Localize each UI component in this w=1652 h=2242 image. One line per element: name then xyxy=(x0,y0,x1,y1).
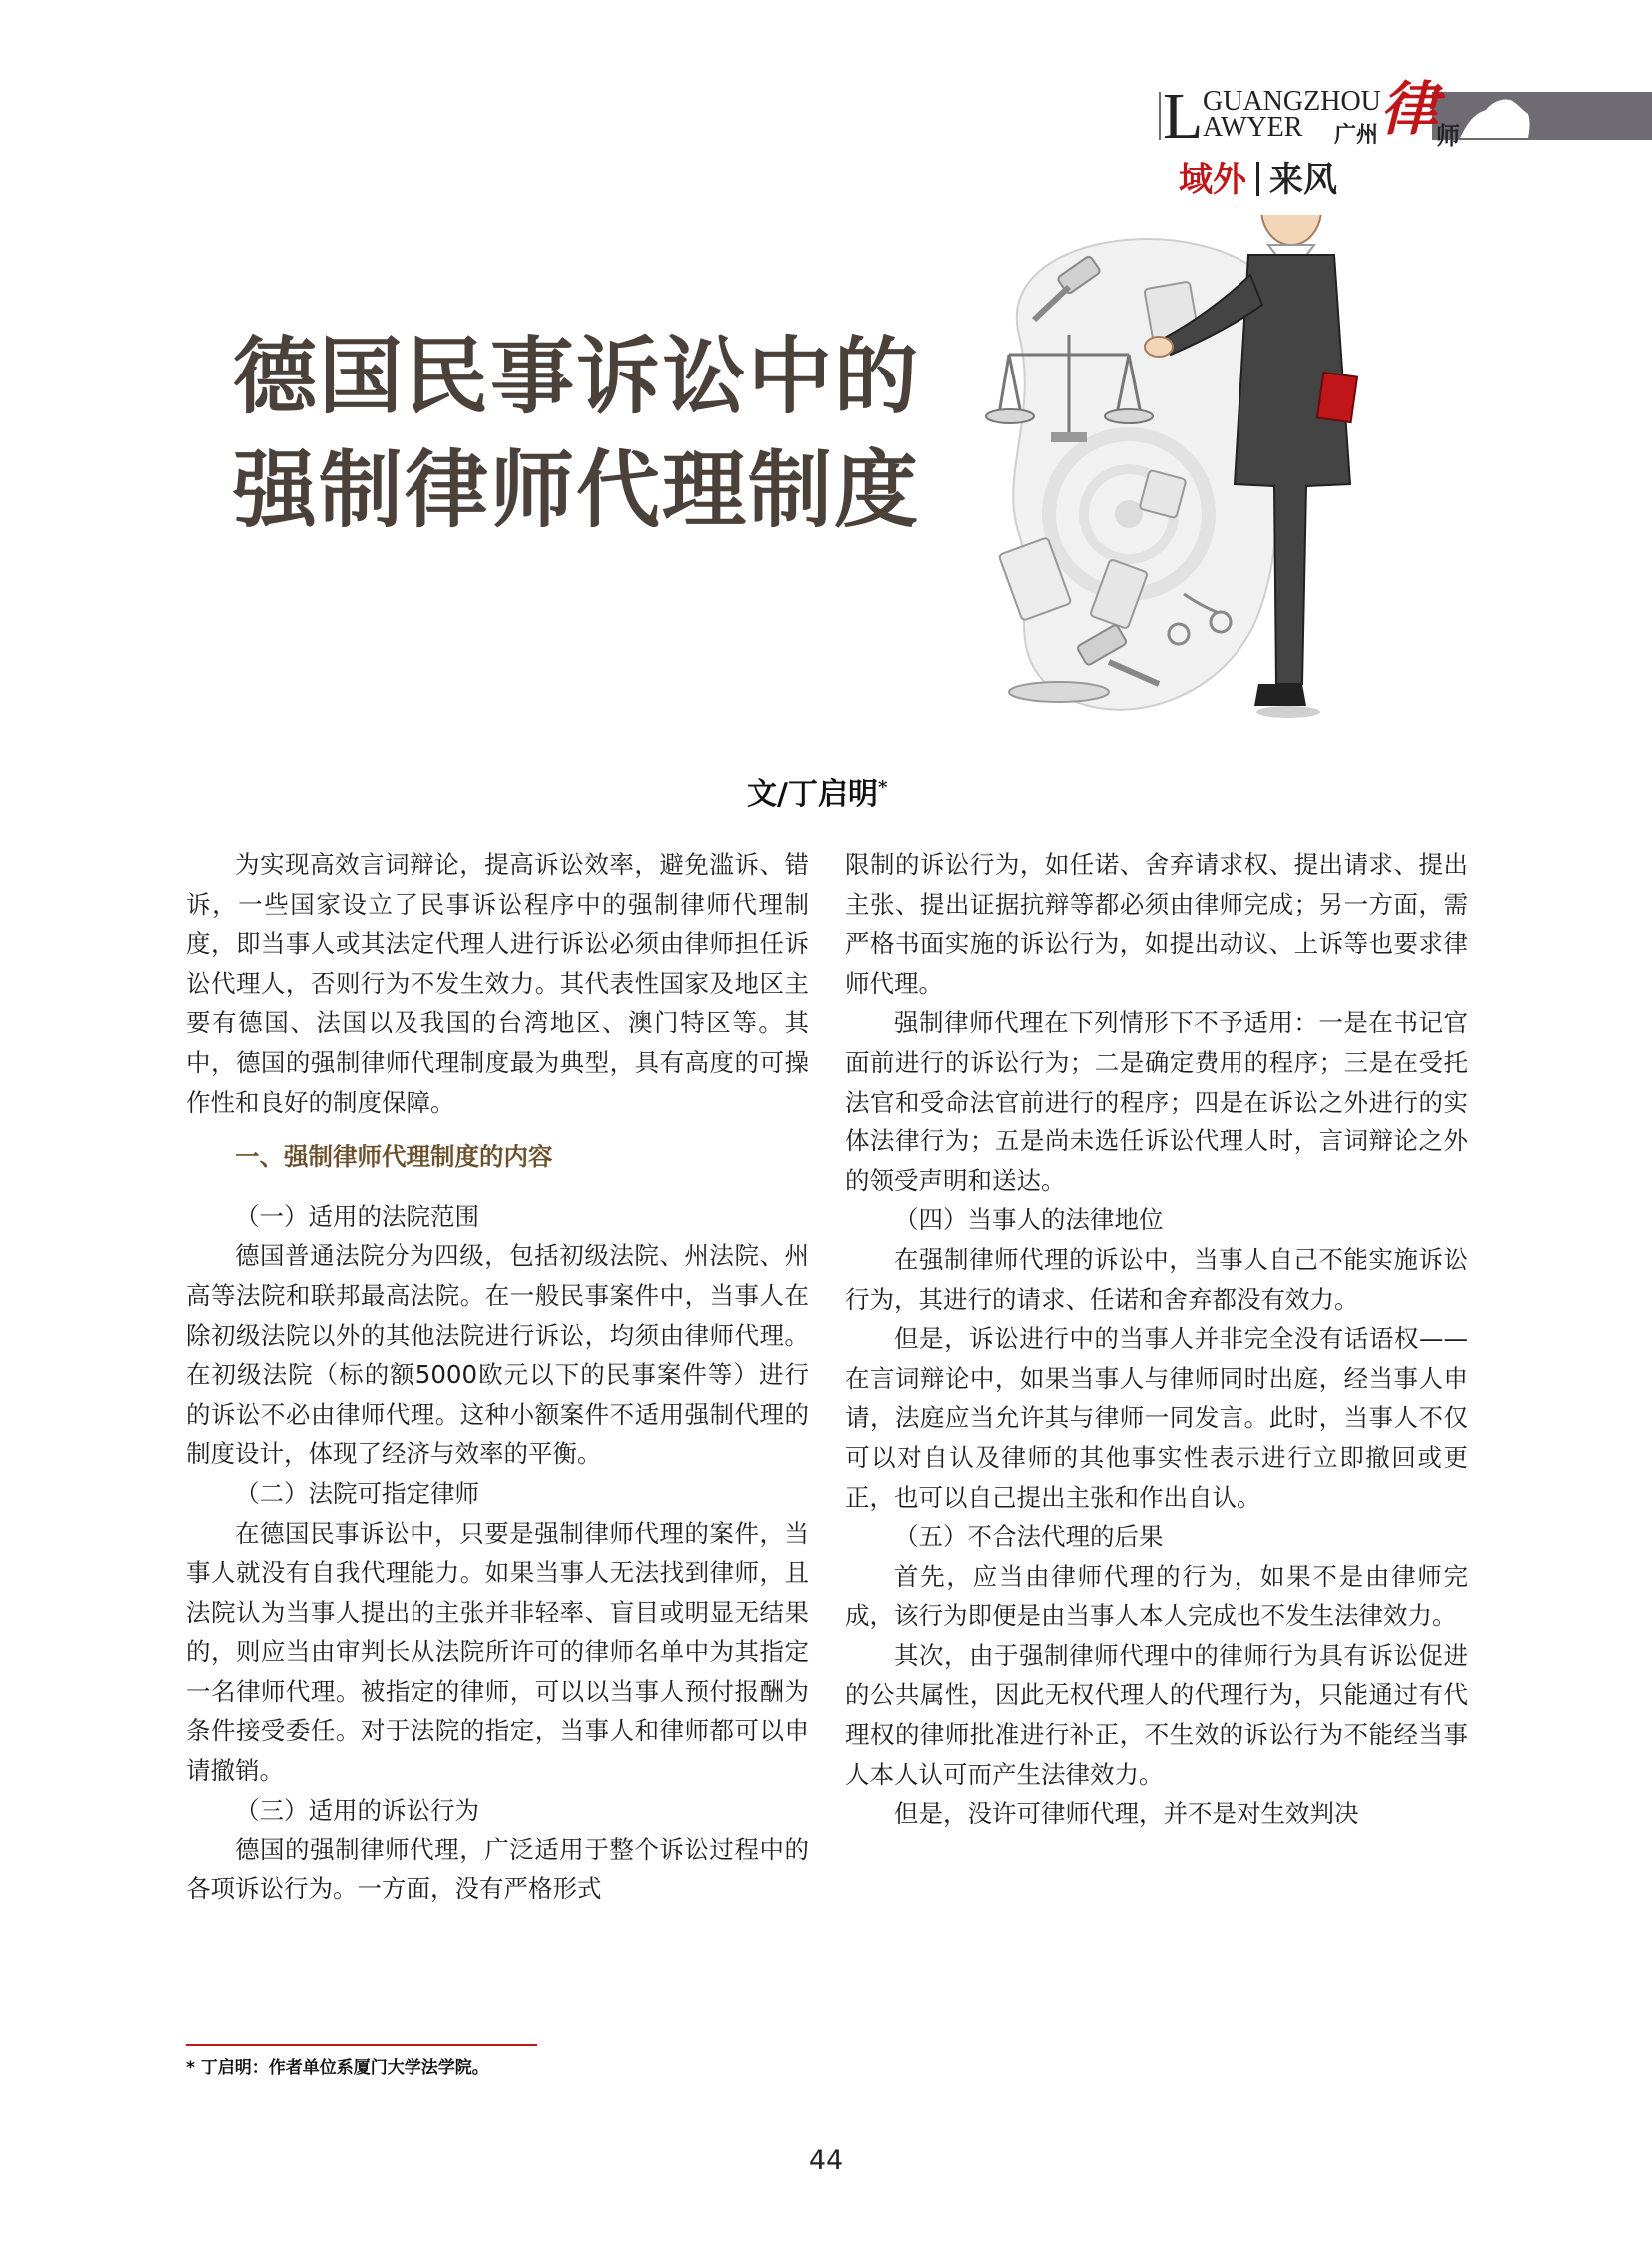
article-title xyxy=(233,320,921,547)
logo-cn-lu: 律 xyxy=(1380,75,1439,143)
section-tag-dark: 来风 xyxy=(1269,160,1337,200)
horse-icon xyxy=(1458,92,1532,142)
subsection-heading: （二）法院可指定律师 xyxy=(235,1478,479,1508)
footnote: * 丁启明：作者单位系厦门大学法学院。 xyxy=(186,2058,489,2078)
paragraph: 但是，诉讼进行中的当事人并非完全没有话语权——在言词辩论中，如果当事人与律师同时出庭，经当事人申请，法庭应当允许其与律师一同发言。此时，当事人不仅可以对自认及律师的其他事实性表示进行立即撤回或更正，也可以自己提出主张和作出自认。 xyxy=(845,1324,1468,1512)
title-line-2: 强制律师代理制度 xyxy=(233,441,921,539)
logo-cn-shi: 师 xyxy=(1436,122,1460,150)
section-tag xyxy=(1179,152,1337,201)
section-tag-red: 域外 xyxy=(1179,160,1246,200)
logo-cn-guangzhou: 广州 xyxy=(1334,123,1379,148)
paragraph: 但是，没许可律师代理，并不是对生效判决 xyxy=(894,1799,1359,1829)
logo-letter-g: G xyxy=(1203,86,1224,117)
subsection-heading: （三）适用的诉讼行为 xyxy=(235,1795,479,1825)
paragraph-continued: 限制的诉讼行为，如任诺、舍弃请求权、提出请求、提出主张、提出证据抗辩等都必须由律师完成；另一方面，需严格书面实施的诉讼行为，如提出动议、上诉等也要求律师代理。 xyxy=(845,850,1468,998)
title-line-1: 德国民事诉讼中的 xyxy=(233,328,921,425)
left-column xyxy=(186,845,809,1908)
subsection-heading: （五）不合法代理的后果 xyxy=(894,1522,1164,1552)
subsection-heading: （一）适用的法院范围 xyxy=(235,1201,479,1231)
footnote-rule xyxy=(186,2044,537,2046)
lawyer-illustration xyxy=(959,215,1448,774)
paragraph: 为实现高效言词辩论，提高诉讼效率，避免滥诉、错诉，一些国家设立了民事诉讼程序中的强制律师代理制度，即当事人或其法定代理人进行诉讼必须由律师担任诉讼代理人，否则行为不发生效力。其代表性国家及地区主要有德国、法国以及我国的台湾地区、澳门特区等。其中，德国的强制律师代理制度最为典型，具有高度的可操作性和良好的制度保障。 xyxy=(186,850,809,1117)
paragraph: 首先，应当由律师代理的行为，如果不是由律师完成，该行为即便是由当事人本人完成也不发生法律效力。 xyxy=(845,1561,1468,1631)
logo-line1: UANGZHOU xyxy=(1223,86,1381,117)
paragraph: 在强制律师代理的诉讼中，当事人自己不能实施诉讼行为，其进行的请求、任诺和舍弃都没有效力。 xyxy=(845,1244,1468,1314)
paragraph: 其次，由于强制律师代理中的律师行为具有诉讼促进的公共属性，因此无权代理人的代理行为，只能通过有代理权的律师批准进行补正，不生效的诉讼行为不能经当事人本人认可而产生法律效力。 xyxy=(845,1640,1468,1789)
paragraph: 德国普通法院分为四级，包括初级法院、州法院、州高等法院和联邦最高法院。在一般民事案件中，当事人在除初级法院以外的其他法院进行诉讼，均须由律师代理。在初级法院（标的额5000欧元以下的民事案件等）进行的诉讼不必由律师代理。这种小额案件不适用强制代理的制度设计，体现了经济与效率的平衡。 xyxy=(186,1241,809,1469)
byline-footnote-mark: * xyxy=(877,777,888,798)
section-tag-divider xyxy=(1256,162,1259,196)
paragraph: 强制律师代理在下列情形下不予适用：一是在书记官面前进行的诉讼行为；二是确定费用的程序；三是在受托法官和受命法官前进行的程序；四是在诉讼之外进行的实体法律行为；五是尚未选任诉讼代理人时，言词辩论之外的领受声明和送达。 xyxy=(845,1008,1468,1195)
logo-plate xyxy=(1161,75,1460,153)
byline-text: 文/丁启明 xyxy=(747,777,878,812)
paragraph: 在德国民事诉讼中，只要是强制律师代理的案件，当事人就没有自我代理能力。如果当事人无法找到律师，且法院认为当事人提出的主张并非轻率、盲目或明显无结果的，则应当由审判长从法院所许可的律师名单中为其指定一名律师代理。被指定的律师，可以以当事人预付报酬为条件接受委任。对于法院的指定，当事人和律师都可以申请撤销。 xyxy=(186,1518,809,1786)
logo-word-lawyer: AWYER xyxy=(1203,112,1303,143)
right-column xyxy=(845,845,1468,1834)
page-number: 44 xyxy=(808,2145,844,2176)
paragraph: 德国的强制律师代理，广泛适用于整个诉讼过程中的各项诉讼行为。一方面，没有严格形式 xyxy=(186,1835,809,1903)
logo-letter-l: L xyxy=(1163,80,1204,153)
section-heading: 一、强制律师代理制度的内容 xyxy=(235,1142,553,1172)
subsection-heading: （四）当事人的法律地位 xyxy=(894,1205,1164,1235)
byline xyxy=(747,769,887,813)
